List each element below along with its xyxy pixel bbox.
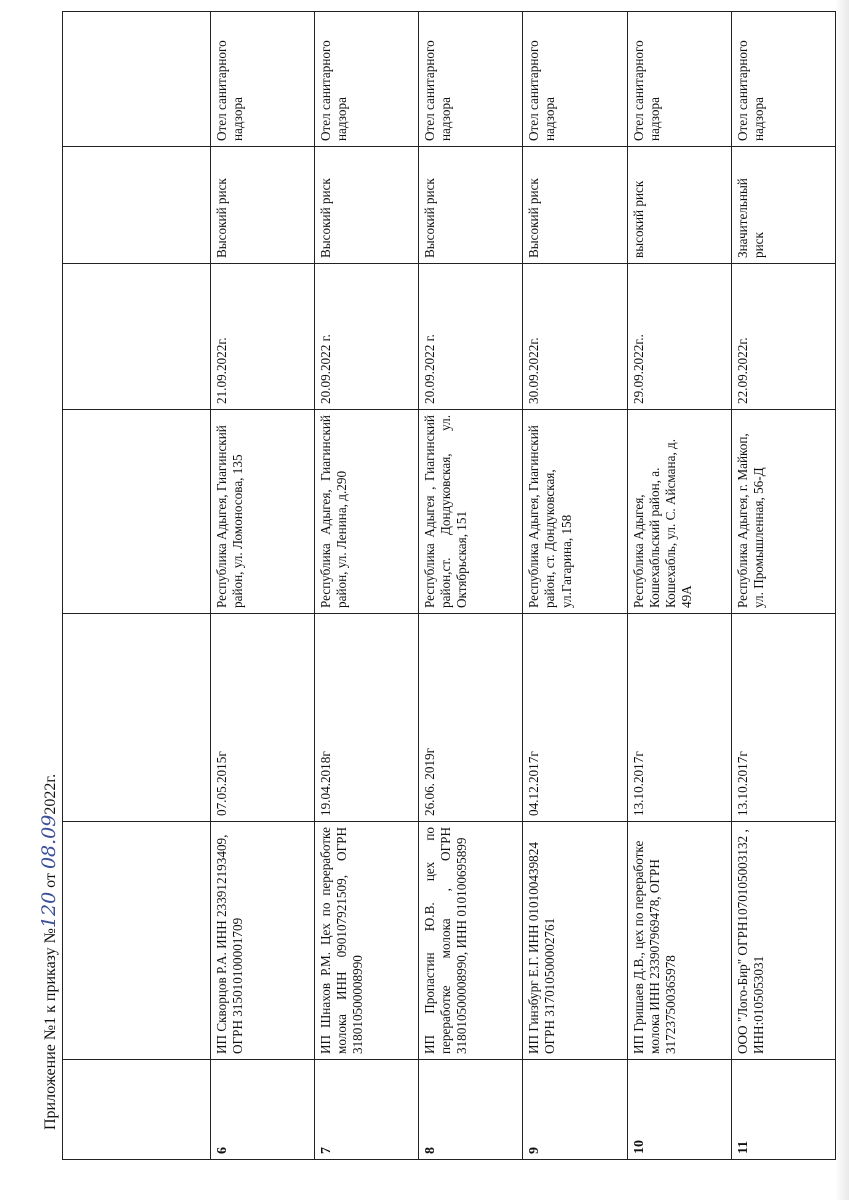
row-number: 10 [627,1060,731,1160]
risk-cell: Высокий риск [314,147,418,264]
inspection-date-cell: 29.09.2022г.. [627,264,731,410]
caption-year: 2022г. [42,773,59,815]
entity-cell: ИП Гинзбург Е.Г. ИНН 010100439824 ОГРН 317010500002761 [523,822,627,1060]
table-row [210,12,314,1160]
address-cell: Республика Адыгея, Кошехабльский район, а. Кошехабль, ул. С. Айсмана, д. 49А [627,410,731,614]
inspection-date-cell: 20.09.2022 г. [419,264,523,410]
header-cell [63,822,211,1060]
row-number: 7 [314,1060,418,1160]
table-row [627,12,731,1160]
reg-date-cell: 19.04.2018г [314,614,418,822]
inspection-date-cell: 21.09.2022г. [210,264,314,410]
inspection-date-cell: 30.09.2022г. [523,264,627,410]
reg-date-cell: 04.12.2017г [523,614,627,822]
appendix-caption [34,710,64,1130]
row-number: 9 [523,1060,627,1160]
row-number: 11 [731,1060,835,1160]
header-cell [63,264,211,410]
inspection-table-container [62,12,836,1160]
risk-cell: Высокий риск [523,147,627,264]
inspection-date-cell: 20.09.2022 г. [314,264,418,410]
table-row [314,12,418,1160]
address-cell: Республика Адыгея, г. Майкоп, ул. Промышленная, 56-Д [731,410,835,614]
table-row [419,12,523,1160]
date-handwritten: 08.09 [38,814,60,870]
department-cell: Отел санитарного надзора [210,12,314,147]
row-number: 8 [419,1060,523,1160]
entity-cell: ИП Гришаев Д.В., цех по переработке молока ИНН 233907969478, ОГРН 317237500365978 [627,822,731,1060]
risk-cell: Значительный риск [731,147,835,264]
caption-prefix: Приложение №1 к приказу № [42,928,59,1130]
address-cell: Республика Адыгея, Гиагинский район, ст. Дондуковская, ул.Гагарина, 158 [523,410,627,614]
inspection-date-cell: 22.09.2022г. [731,264,835,410]
header-cell [63,12,211,147]
department-cell: Отел санитарного надзора [627,12,731,147]
address-cell: Республика Адыгея , Гиагинский район,ст. Дондуковская, ул. Октябрьская, 151 [419,410,523,614]
caption-from: от [42,873,59,888]
reg-date-cell: 13.10.2017г [731,614,835,822]
address-cell: Республика Адыгея, Гиагинский район, ул. Ломоносова, 135 [210,410,314,614]
table-header-row [63,12,211,1160]
inspection-table [62,11,836,1160]
address-cell: Республика Адыгея, Гиагинский район, ул. Ленина, д.290 [314,410,418,614]
row-number: 6 [210,1060,314,1160]
entity-cell: ООО "Лого-Бир" ОГРН1070105003132 , ИНН:0105053031 [731,822,835,1060]
entity-cell: ИП Шнахов Р.М. Цех по переработке молока ИНН 090107921509, ОГРН 318010500008990 [314,822,418,1060]
department-cell: Отел санитарного надзора [523,12,627,147]
reg-date-cell: 07.05.2015г [210,614,314,822]
table-row [731,12,835,1160]
header-cell [63,614,211,822]
risk-cell: Высокий риск [419,147,523,264]
header-cell [63,410,211,614]
entity-cell: ИП Скворцов Р.А. ИНН 233912193409, ОГРН 315010100001709 [210,822,314,1060]
header-cell [63,147,211,264]
reg-date-cell: 26.06. 2019г [419,614,523,822]
department-cell: Отел санитарного надзора [314,12,418,147]
department-cell: Отел санитарного надзора [731,12,835,147]
department-cell: Отел санитарного надзора [419,12,523,147]
order-number-handwritten: 120 [38,891,60,929]
reg-date-cell: 13.10.2017г [627,614,731,822]
risk-cell: Высокий риск [210,147,314,264]
risk-cell: высокий риск [627,147,731,264]
table-row [523,12,627,1160]
header-cell [63,1060,211,1160]
page-edge-shadow [835,0,849,1200]
entity-cell: ИП Пропастин Ю.В. цех по переработке молока , ОГРН 318010500008990, ИНН 010100695899 [419,822,523,1060]
